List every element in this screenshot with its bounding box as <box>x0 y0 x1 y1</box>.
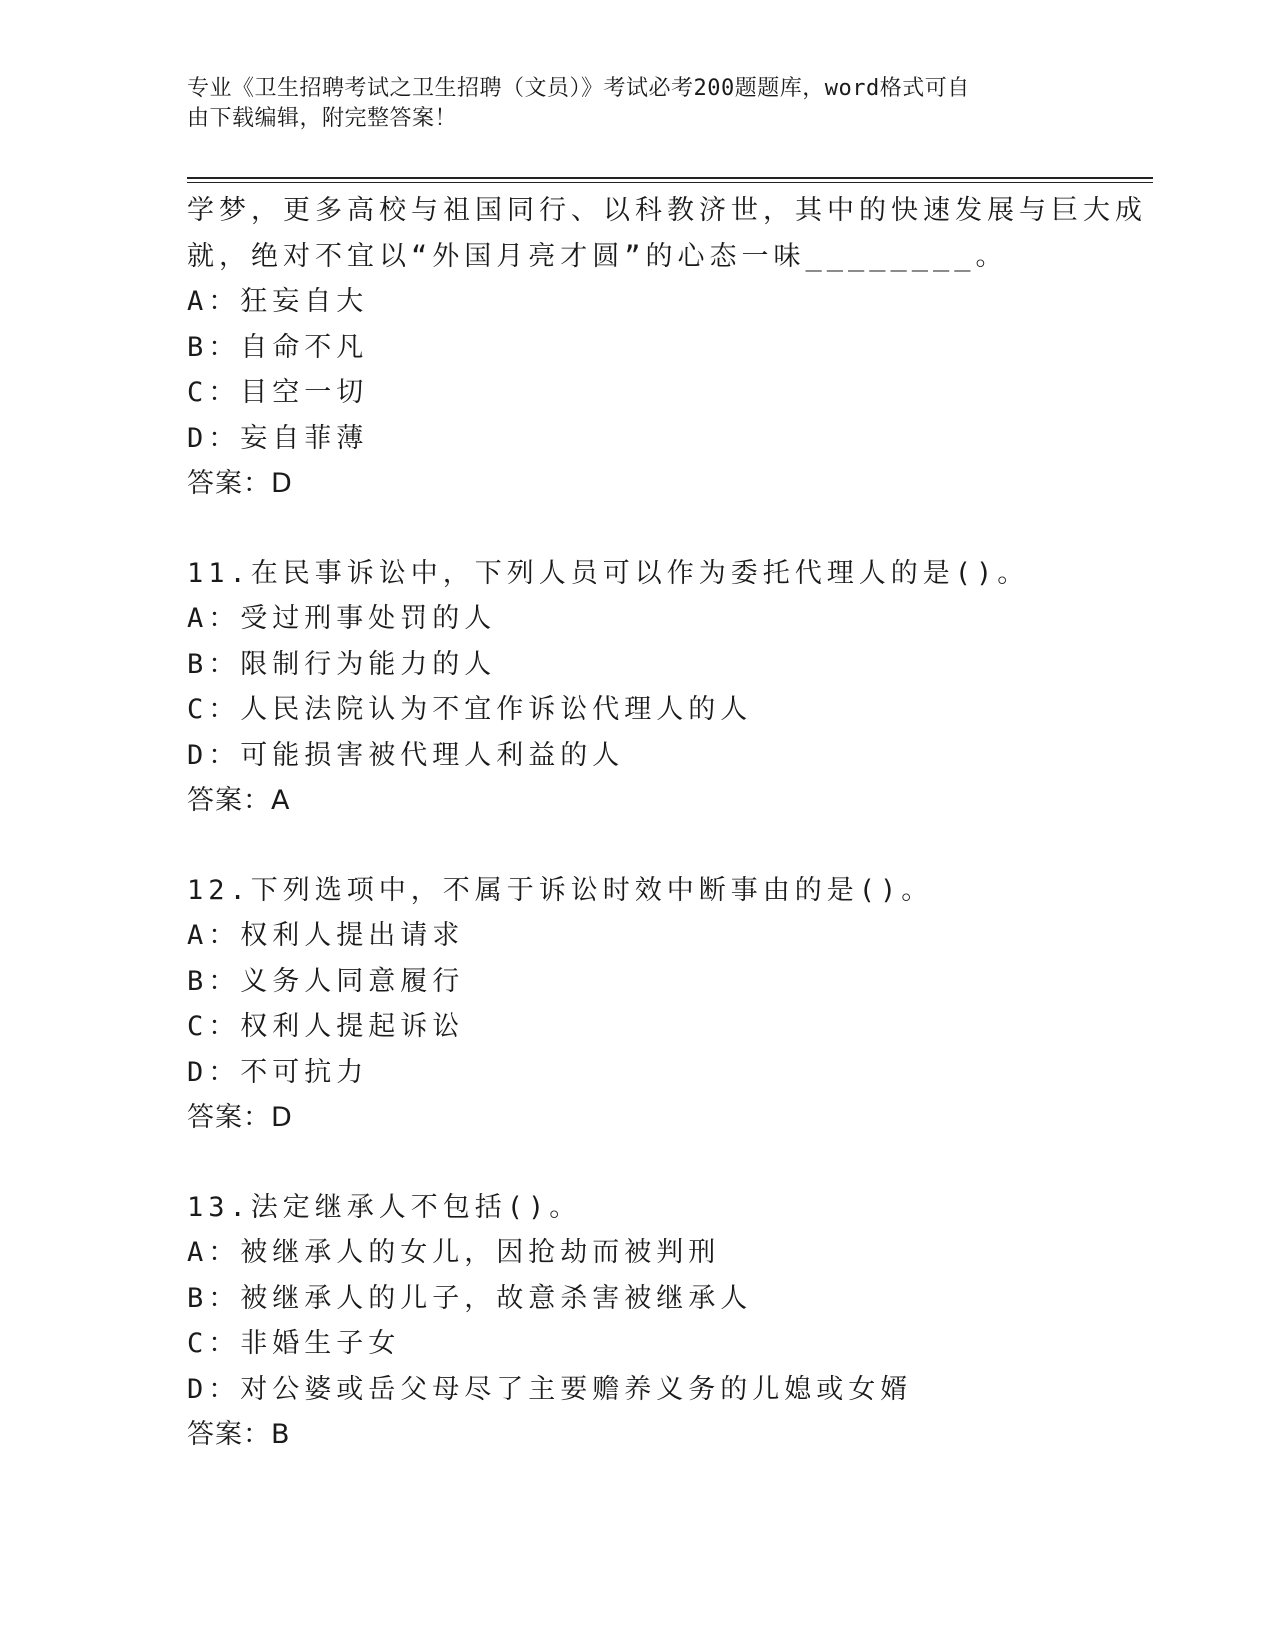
question-gap <box>187 1141 1087 1185</box>
option-d: D：不可抗力 <box>187 1056 369 1088</box>
question-13 <box>187 1185 1087 1458</box>
question-gap <box>187 507 1087 551</box>
answer-line: 答案：A <box>187 785 291 816</box>
option-a: A：权利人提出请求 <box>187 920 465 951</box>
document-header <box>187 74 1067 134</box>
option-a: A：狂妄自大 <box>187 286 369 317</box>
option-c: C：目空一切 <box>187 377 369 408</box>
answer-line: 答案：B <box>187 1419 291 1450</box>
answer-line: 答案：D <box>187 1102 293 1133</box>
header-divider-thick <box>187 177 1153 179</box>
option-d: D：对公婆或岳父母尽了主要赡养义务的儿媳或女婿 <box>187 1373 913 1405</box>
answer-line: 答案：D <box>187 468 293 499</box>
option-b: B：限制行为能力的人 <box>187 648 497 680</box>
option-b: B：义务人同意履行 <box>187 965 465 997</box>
question-continued <box>187 188 1147 507</box>
question-stem: 13.法定继承人不包括()。 <box>187 1191 582 1223</box>
question-gap <box>187 824 1087 868</box>
option-b: B：被继承人的儿子，故意杀害被继承人 <box>187 1282 753 1314</box>
option-c: C：人民法院认为不宜作诉讼代理人的人 <box>187 694 753 725</box>
option-c: C：权利人提起诉讼 <box>187 1011 465 1042</box>
question-stem: 11.在民事诉讼中，下列人员可以作为委托代理人的是()。 <box>187 557 1030 589</box>
option-a: A：受过刑事处罚的人 <box>187 603 497 634</box>
question-12 <box>187 868 1087 1141</box>
question-text-line: 学梦，更多高校与祖国同行、以科教济世，其中的快速发展与巨大成 <box>187 195 1147 226</box>
option-a: A：被继承人的女儿，因抢劫而被判刑 <box>187 1237 721 1268</box>
option-d: D：可能损害被代理人利益的人 <box>187 739 625 771</box>
question-stem: 12.下列选项中，不属于诉讼时效中断事由的是()。 <box>187 874 934 906</box>
header-line-1: 专业《卫生招聘考试之卫生招聘（文员）》考试必考200题题库，word格式可自 <box>187 76 970 101</box>
question-list <box>187 188 1147 1458</box>
option-d: D：妄自菲薄 <box>187 422 369 454</box>
option-b: B：自命不凡 <box>187 331 369 363</box>
question-11 <box>187 551 1087 824</box>
question-text-line: 就，绝对不宜以“外国月亮才圆”的心态一味________。 <box>187 240 1008 272</box>
option-c: C：非婚生子女 <box>187 1328 401 1359</box>
header-divider-thin <box>187 182 1153 183</box>
header-line-2: 由下载编辑，附完整答案！ <box>187 106 458 131</box>
